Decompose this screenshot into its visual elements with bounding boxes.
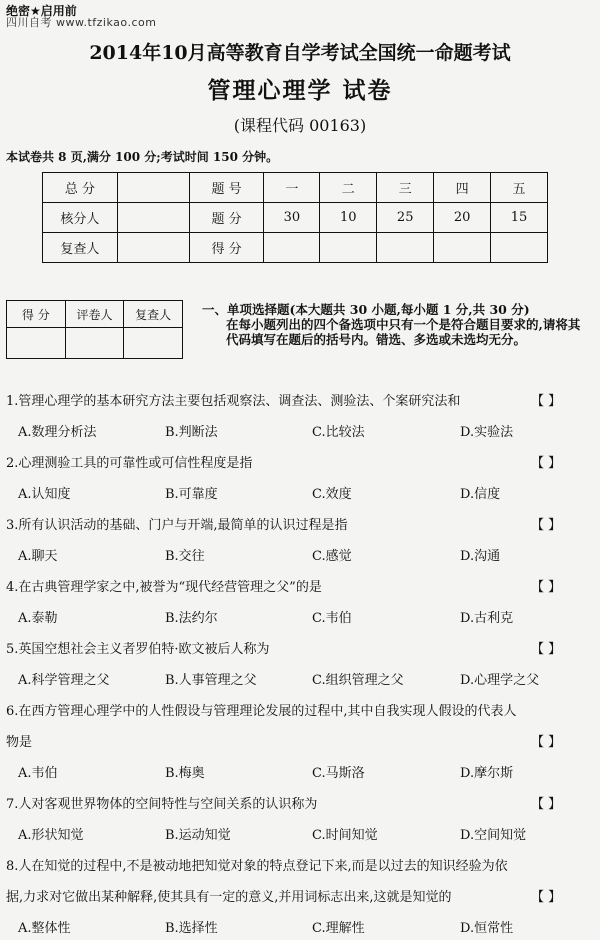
answer-bracket[interactable]: 【 】 bbox=[531, 456, 562, 471]
option-b: B.梅奥 bbox=[165, 766, 205, 781]
answer-bracket[interactable]: 【 】 bbox=[531, 580, 562, 595]
secret-label: 绝密★启用前 bbox=[6, 4, 77, 18]
score-cell bbox=[434, 233, 491, 263]
exam-title: 2014年10月高等教育自学考试全国统一命题考试 bbox=[89, 42, 511, 64]
option-a: A.整体性 bbox=[18, 921, 71, 936]
option-d: D.古利克 bbox=[460, 611, 514, 626]
score-cell: 25 bbox=[377, 203, 434, 233]
question-text: 5.英国空想社会主义者罗伯特·欧文被后人称为 bbox=[6, 642, 270, 657]
question-stem bbox=[6, 701, 596, 723]
option-d: D.实验法 bbox=[460, 425, 514, 440]
question-text: 4.在古典管理学家之中,被誉为“现代经营管理之父”的是 bbox=[6, 580, 322, 595]
option-c: C.理解性 bbox=[312, 921, 365, 936]
score-cell bbox=[491, 233, 548, 263]
option-c: C.效度 bbox=[312, 487, 352, 502]
question-text-cont: 据,力求对它做出某种解释,使其具有一定的意义,并用词标志出来,这就是知觉的 bbox=[6, 890, 452, 905]
question-text: 1.管理心理学的基本研究方法主要包括观察法、调查法、测验法、个案研究法和 bbox=[6, 394, 461, 409]
question-stem bbox=[6, 577, 596, 599]
answer-bracket[interactable]: 【 】 bbox=[531, 518, 562, 533]
section-heading: 一、单项选择题(本大题共 30 小题,每小题 1 分,共 30 分) bbox=[202, 302, 530, 317]
option-c: C.韦伯 bbox=[312, 611, 352, 626]
option-a: A.泰勒 bbox=[18, 611, 58, 626]
option-b: B.交往 bbox=[165, 549, 205, 564]
score-cell: 复查人 bbox=[43, 233, 118, 263]
score-row bbox=[43, 233, 548, 263]
score-cell: 30 bbox=[264, 203, 320, 233]
option-d: D.心理学之父 bbox=[460, 673, 540, 688]
option-c: C.马斯洛 bbox=[312, 766, 365, 781]
section-instructions bbox=[202, 302, 592, 347]
question-stem bbox=[6, 794, 596, 816]
option-b: B.选择性 bbox=[165, 921, 218, 936]
option-d: D.恒常性 bbox=[460, 921, 514, 936]
grader-cell bbox=[7, 328, 66, 359]
score-row bbox=[43, 203, 548, 233]
grader-cell bbox=[65, 328, 124, 359]
option-c: C.比较法 bbox=[312, 425, 365, 440]
question-text: 8.人在知觉的过程中,不是被动地把知觉对象的特点登记下来,而是以过去的知识经验为依 bbox=[6, 859, 508, 874]
score-cell: 三 bbox=[377, 173, 434, 203]
question-stem bbox=[6, 515, 596, 537]
course-code: (课程代码 00163) bbox=[233, 116, 367, 135]
option-b: B.运动知觉 bbox=[165, 828, 231, 843]
question-text-cont: 物是 bbox=[6, 735, 33, 750]
score-cell bbox=[117, 173, 189, 203]
score-cell: 20 bbox=[434, 203, 491, 233]
score-cell: 四 bbox=[434, 173, 491, 203]
option-c: C.感觉 bbox=[312, 549, 352, 564]
option-b: B.法约尔 bbox=[165, 611, 218, 626]
score-cell: 题 分 bbox=[189, 203, 264, 233]
option-d: D.摩尔斯 bbox=[460, 766, 514, 781]
score-cell: 得 分 bbox=[189, 233, 264, 263]
exam-info: 本试卷共 8 页,满分 100 分;考试时间 150 分钟。 bbox=[6, 150, 279, 164]
score-cell: 一 bbox=[264, 173, 320, 203]
grader-table bbox=[6, 300, 183, 359]
question-stem bbox=[6, 453, 596, 475]
watermark: 四川自考 www.tfzikao.com bbox=[6, 16, 157, 29]
section-body: 在每小题列出的四个备选项中只有一个是符合题目要求的,请将其代码填写在题后的括号内。错选、多选或未选均无分。 bbox=[226, 317, 581, 347]
answer-bracket[interactable]: 【 】 bbox=[531, 394, 562, 409]
grader-header: 评卷人 bbox=[65, 301, 124, 328]
score-cell: 核分人 bbox=[43, 203, 118, 233]
grader-cell bbox=[124, 328, 183, 359]
score-cell: 题 号 bbox=[189, 173, 264, 203]
score-cell bbox=[264, 233, 320, 263]
question-text: 7.人对客观世界物体的空间特性与空间关系的认识称为 bbox=[6, 797, 318, 812]
answer-bracket[interactable]: 【 】 bbox=[531, 642, 562, 657]
score-cell: 10 bbox=[320, 203, 377, 233]
option-b: B.可靠度 bbox=[165, 487, 218, 502]
score-table bbox=[42, 172, 548, 263]
score-cell: 总 分 bbox=[43, 173, 118, 203]
option-c: C.组织管理之父 bbox=[312, 673, 404, 688]
option-a: A.科学管理之父 bbox=[18, 673, 110, 688]
option-a: A.认知度 bbox=[18, 487, 71, 502]
paper-title: 管理心理学 试卷 bbox=[207, 77, 393, 104]
question-text: 6.在西方管理心理学中的人性假设与管理理论发展的过程中,其中自我实现人假设的代表人 bbox=[6, 704, 517, 719]
grader-header: 得 分 bbox=[7, 301, 66, 328]
score-cell bbox=[117, 203, 189, 233]
answer-bracket[interactable]: 【 】 bbox=[531, 890, 562, 905]
option-d: D.沟通 bbox=[460, 549, 501, 564]
score-row bbox=[43, 173, 548, 203]
option-a: A.聊天 bbox=[18, 549, 58, 564]
score-cell bbox=[117, 233, 189, 263]
score-cell: 二 bbox=[320, 173, 377, 203]
score-cell bbox=[320, 233, 377, 263]
question-stem bbox=[6, 639, 596, 661]
score-cell: 15 bbox=[491, 203, 548, 233]
question-text: 3.所有认识活动的基础、门户与开端,最简单的认识过程是指 bbox=[6, 518, 348, 533]
option-a: A.韦伯 bbox=[18, 766, 58, 781]
option-b: B.人事管理之父 bbox=[165, 673, 257, 688]
score-cell bbox=[377, 233, 434, 263]
grader-header: 复查人 bbox=[124, 301, 183, 328]
answer-bracket[interactable]: 【 】 bbox=[531, 797, 562, 812]
option-a: A.形状知觉 bbox=[18, 828, 84, 843]
score-cell: 五 bbox=[491, 173, 548, 203]
answer-bracket[interactable]: 【 】 bbox=[531, 735, 562, 750]
option-c: C.时间知觉 bbox=[312, 828, 378, 843]
question-stem bbox=[6, 856, 596, 878]
option-a: A.数理分析法 bbox=[18, 425, 97, 440]
question-stem bbox=[6, 391, 596, 413]
option-d: D.信度 bbox=[460, 487, 501, 502]
option-d: D.空间知觉 bbox=[460, 828, 527, 843]
option-b: B.判断法 bbox=[165, 425, 218, 440]
question-text: 2.心理测验工具的可靠性或可信性程度是指 bbox=[6, 456, 253, 471]
